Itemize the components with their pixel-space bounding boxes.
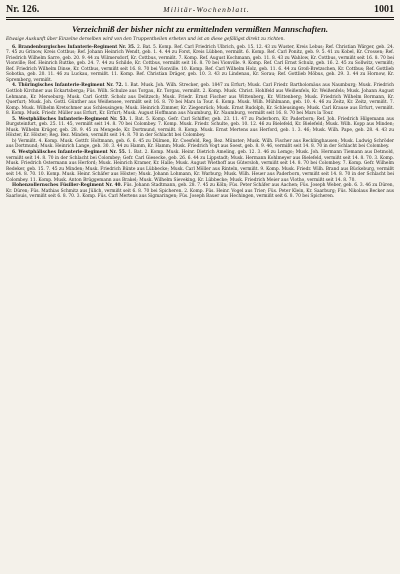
entry-regiment: Hohenzollernsches Füsilier-Regiment Nr. 40. bbox=[12, 183, 123, 189]
entry-paragraph bbox=[6, 83, 394, 116]
entry-text: Füs. Johann Stadtmann, geb. 28. 7. 45 zu Köln; Füs. Peter Schäfer aus Aachen; Füs. Joseph Weber, geb. 6. 3. 46 zu Düren, Kr. Düren; Füs. Mathias Schmitz aus Jülich, vermißt seit 6. 8. 70 bei Spicheren. 2. Komp. Füs. Heinr. Vogel aus Trier; Füs. Peter Klein, Kr. Saarburg; Füs. Nikolaus Becker aus Saarlouis, vermißt seit 6. 8. 70. 3. Komp. Füs. Carl Mertens aus Sigmaringen; Füs. Joseph Bauer aus Hechingen, vermißt seit 6. 8. 70 bei Spicheren. bbox=[6, 183, 394, 200]
page-number: 1001 bbox=[373, 4, 394, 15]
article-intro: Etwaige Auskunft über Einzelne derselben wird von den Truppentheilen erbeten und ist an diese gefälligst direkt zu richten. bbox=[6, 37, 285, 42]
newspaper-page bbox=[6, 4, 394, 566]
masthead bbox=[6, 4, 394, 18]
entry-regiment: 4. Thüringisches Infanterie-Regiment Nr. 72. bbox=[12, 83, 124, 89]
entry-regiment: 5. Westphälisches Infanterie-Regiment Nr. 53. bbox=[12, 116, 128, 122]
masthead-rule bbox=[6, 19, 394, 20]
entry-text: 1. Bat. 5. Komp. Gefr. Carl Schiffer, geb. 23. 11. 47 zu Paderborn, Kr. Paderborn; Ref. Joh. Friedrich Hilgemann aus Burgsteinfurt, geb. 25. 11. 45, vermißt seit 14. 8. 70 bei Colombey. 7. Komp. Musk. Friedr. Schulte, geb. 10. 12. 46 zu Bielefeld, Kr. Bielefeld; Musk. Wilh. Kopp aus Minden; Musk. Wilhelm Krüger, geb. 28. 9. 45 zu Mengede, Kr. Dortmund, vermißt. 8. Komp. Musk. Ernst Mertens aus Herford, geb. 1. 3. 46; Musk. Wilh. Pape, geb. 28. 4. 43 zu Höxter, Kr. Höxter; Reg. Bez. Minden, vermißt seit 14. 8. 70 in der Schlacht bei Colombey. bbox=[6, 116, 394, 139]
entry-paragraph bbox=[6, 117, 394, 139]
entry-paragraph bbox=[6, 139, 394, 150]
entries-list bbox=[6, 45, 394, 200]
entry-paragraph bbox=[6, 183, 394, 200]
entry-text: 1. Bat. 2. Komp. Musk. Heinr. Dietrich Ameling, geb. 12. 3. 46 zu Lemgo; Musk. Joh. Hermann Tiemann aus Detmold, vermißt seit 14. 8. 70 in der Schlacht bei Colombey; Gefr. Carl Giesecke, geb. 26. 6. 44 zu Lippstadt; Musk. Hermann Kohlmeyer aus Bielefeld, vermißt seit 14. 8. 70. 3. Komp. Musk. Friedrich Ostermann aus Herford; Musk. Heinrich Kramer, Kr. Halle; Musk. August Wiethoff aus Gütersloh, vermißt seit 14. 8. 70 bei Colombey. 7. Komp. Gefr. Wilhelm Redeker, geb. 15. 7. 45 zu Minden; Musk. Friedrich Bünte aus Lübbecke; Musk. Carl Möller aus Rinteln, vermißt. 9. Komp. Musk. Friedr. Wilh. Brand aus Bückeburg, vermißt seit 14. 8. 70. 10. Komp. Musk. Heinr. Schäfer aus Höxter; Musk. Johann Lohmann, Kr. Warburg; Musk. Wilh. Heuer aus Paderborn, vermißt seit 14. 8. 70 in der Schlacht bei Colombey. 11. Komp. Musk. Anton Brüggemann aus Brakel; Musk. Wilhelm Sieveking, Kr. Lübbecke; Musk. Friedrich Meier aus Vlotho, vermißt seit 14. 8. 70. bbox=[6, 149, 394, 183]
entry-text: 1. Bat. Musk. Joh. Wilh. Strecker, geb. 1847 zu Erfurt; Musk. Carl Friedr. Bartholomäus aus Naumburg; Musk. Friedrich Gottlob Kirchner aus Eckartsberga; Füs. Wilh. Schulze aus Torgau, Kr. Torgau, vermißt. 2. Komp. Musk. Christ. Hohlfeld aus Weißenfels, Kr. Weißenfels; Musk. Johann August Lehmann, Kr. Merseburg; Musk. Carl Gottfr. Scholz aus Delitzsch; Musk. Friedr. Ernst Fischer aus Wittenberg, Kr. Wittenberg; Musk. Friedrich Wilhelm Bormann, Kr. Querfurt; Musk. Joh. Gottl. Günther aus Weißensee, vermißt seit 16. 8. 70 bei Mars la Tour. 6. Komp. Musk. Wilh. Mühlmann, geb. 10. 4. 46 zu Zeitz, Kr. Zeitz, vermißt. 7. Komp. Musk. Wilhelm Kretschmer aus Schleusingen; Musk. Heinrich Zimmer, Kr. Ziegenrück; Musk. Ernst Rudolph, Kr. Schleusingen; Musk. Carl Krause aus Erfurt, vermißt. 8. Komp. Musk. Friedr. Müller aus Erfurt, Kr. Erfurt; Musk. August Hoffmann aus Naumburg, Kr. Naumburg, vermißt seit 16. 8. 70 bei Mars la Tour. bbox=[6, 83, 394, 117]
entry-paragraph bbox=[6, 45, 394, 84]
issue-number: Nr. 126. bbox=[6, 4, 40, 15]
entry-regiment: 6. Westphälisches Infanterie-Regiment Nr. 55. bbox=[12, 149, 127, 155]
entry-paragraph bbox=[6, 150, 394, 183]
entry-regiment: 6. Brandenburgisches Infanterie-Regiment Nr. 35. bbox=[12, 44, 136, 50]
publication-title: Militär-Wochenblatt. bbox=[163, 5, 250, 14]
entry-text: 2. Bat. 5. Komp. Ref. Carl Friedrich Ulbrich, geb. 15. 12. 43 zu Wuster, Kreis Lebus; Ref. Christian Wärger, geb. 24. 7. 45 zu Grinow, Kreis Cottbus; Ref. Johann Heinrich Wendt, geb. 1. 4. 44 zu Forst, Kreis Lübben, vermißt. 6. Komp. Ref. Carl Ponitz, geb. 9. 5. 41 zu Kobel, Kr. Crossen; Ref. Friedrich Wilhelm Sarre, geb. 20. 9. 44 zu Wilmersdorf, Kr. Cottbus, vermißt. 7. Komp. Ref. August Kochmann, geb. 11. 8. 43 zu Wahlow, Kr. Cottbus, vermißt seit 16. 8. 70 bei Vionville; Ref. Heinrich Ruttke, geb. 24. 7. 44 zu Schilde, Kr. Cottbus, vermißt seit 16. 8. 70 bei Vionville. 9. Komp. Ref. Carl Ernst Schulz, geb. 16. 2. 45 zu Sollwitz, vermißt; Ref. Friedrich Wilhelm Dinse, Kr. Cottbus, vermißt seit 16. 8. 70 bei Vionville. 10. Komp. Ref. Carl Wilhelm Holz, geb. 11. 6. 44 zu Groß-Bretzschen, Kr. Cottbus; Ref. Gottlieb Sobotka, geb. 20. 11. 46 zu Luckau, vermißt. 11. Komp. Ref. Christian Dräger, geb. 10. 3. 43 zu Lindenau, Kr. Sorau; Ref. Gottlieb Möbus, geb. 29. 3. 44 zu Hornow, Kr. Spremberg, vermißt. bbox=[6, 44, 394, 83]
article-title: Verzeichniß der bisher nicht zu ermittelnden vermißten Mannschaften. bbox=[71, 24, 329, 34]
entry-text: b) Vermißt. 4. Komp. Musk. Gottfr. Holtmann, geb. 6. 6. 45 zu Dülmen, Kr. Coesfeld, Reg. Bez. Münster; Musk. Wilh. Fischer aus Recklinghausen; Musk. Ludwig Schröder aus Dortmund; Musk. Heinrich Lange, geb. 30. 3. 44 zu Hamm, Kr. Hamm; Musk. Friedrich Vogt aus Soest, geb. 8. 9. 46, vermißt seit 14. 8. 70 in der Schlacht bei Colombey. bbox=[6, 138, 394, 150]
